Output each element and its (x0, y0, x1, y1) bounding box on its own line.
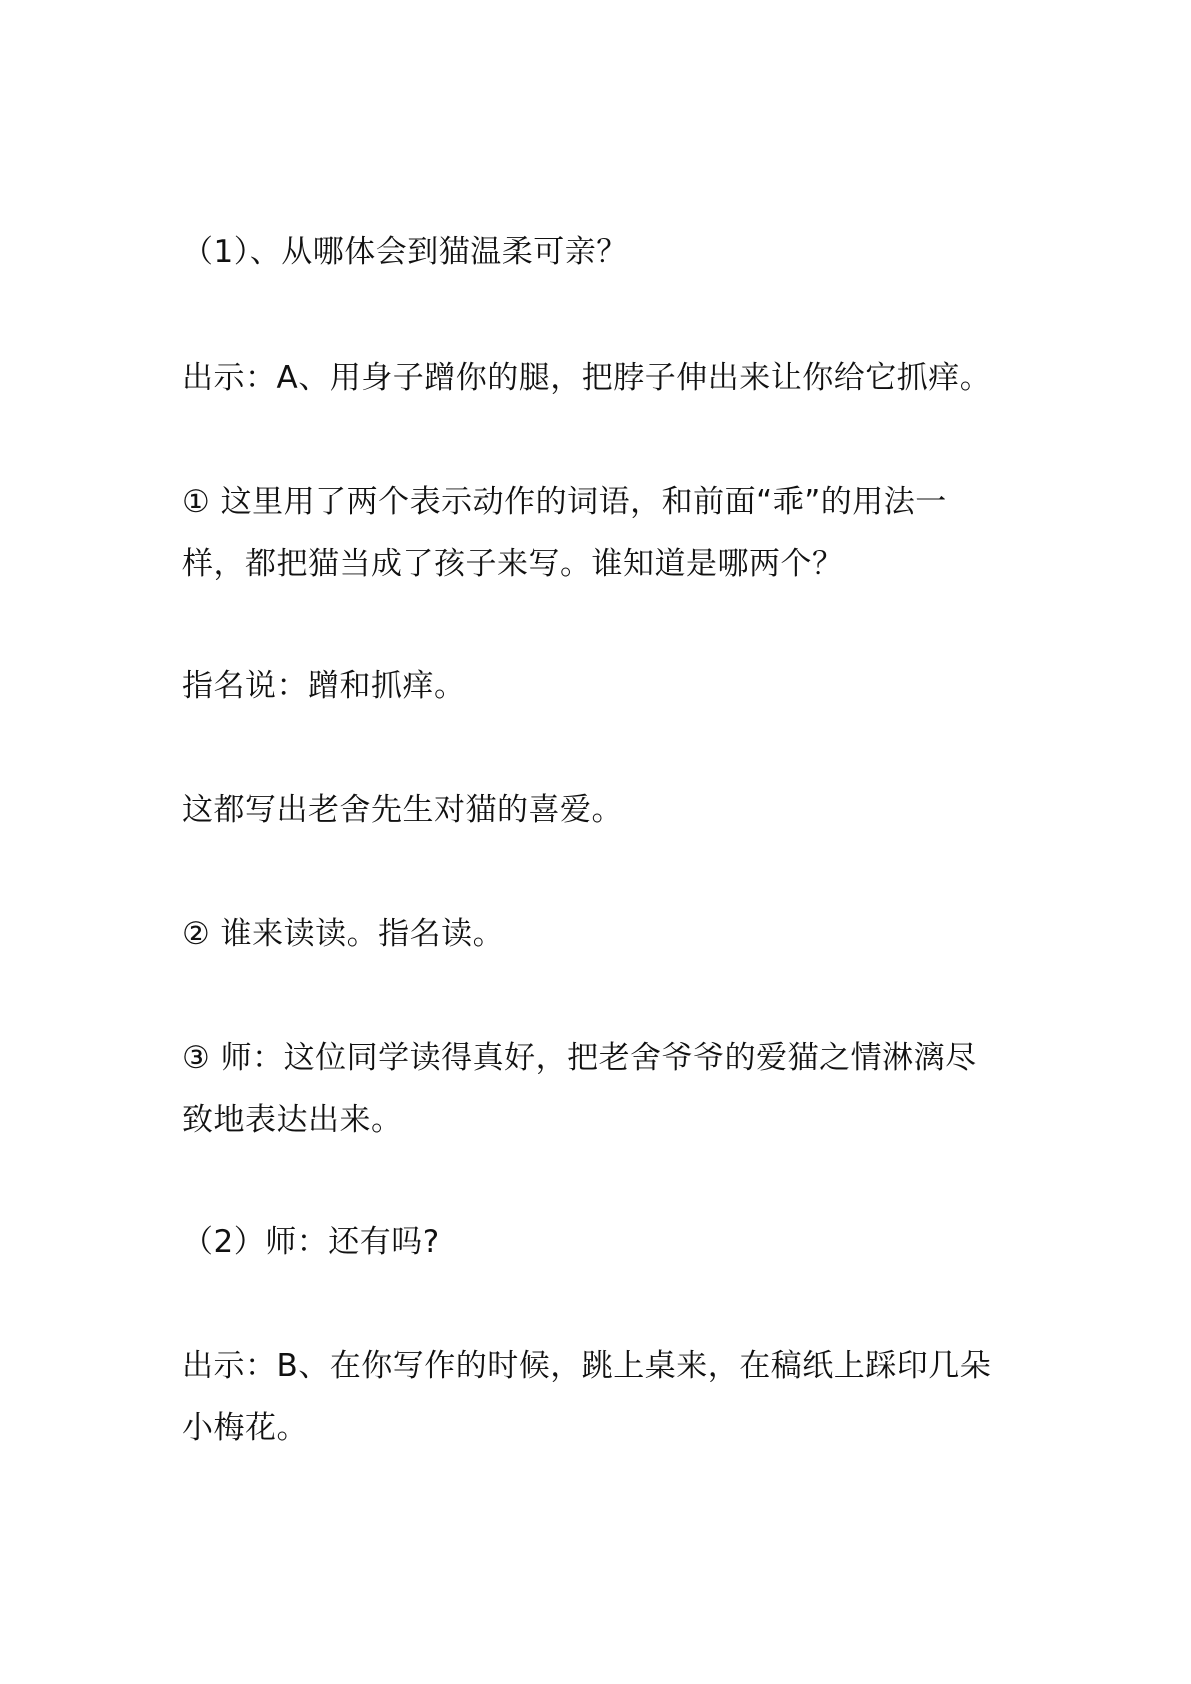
example-a-text: 出示：A、用身子蹭你的腿，把脖子伸出来让你给它抓痒。 (182, 360, 992, 396)
step-1-text-line-2: 样，都把猫当成了孩子来写。谁知道是哪两个？ (182, 546, 844, 582)
summary-text: 这都写出老舍先生对猫的喜爱。 (182, 792, 623, 828)
question-2-heading: （2）师：还有吗? (182, 1224, 440, 1260)
question-1-heading: （1）、从哪体会到猫温柔可亲？ (182, 234, 628, 270)
answer-text: 指名说：蹭和抓痒。 (182, 668, 466, 704)
example-b-text-line-2: 小梅花。 (182, 1410, 308, 1446)
step-3-text-line-2: 致地表达出来。 (182, 1102, 403, 1138)
example-b-text-line-1: 出示：B、在你写作的时候，跳上桌来，在稿纸上踩印几朵 (182, 1348, 992, 1384)
step-2-text: ② 谁来读读。指名读。 (182, 916, 505, 952)
step-1-text-line-1: ① 这里用了两个表示动作的词语，和前面“乖”的用法一 (182, 484, 947, 520)
step-3-text-line-1: ③ 师：这位同学读得真好，把老舍爷爷的爱猫之情淋漓尽 (182, 1040, 977, 1076)
